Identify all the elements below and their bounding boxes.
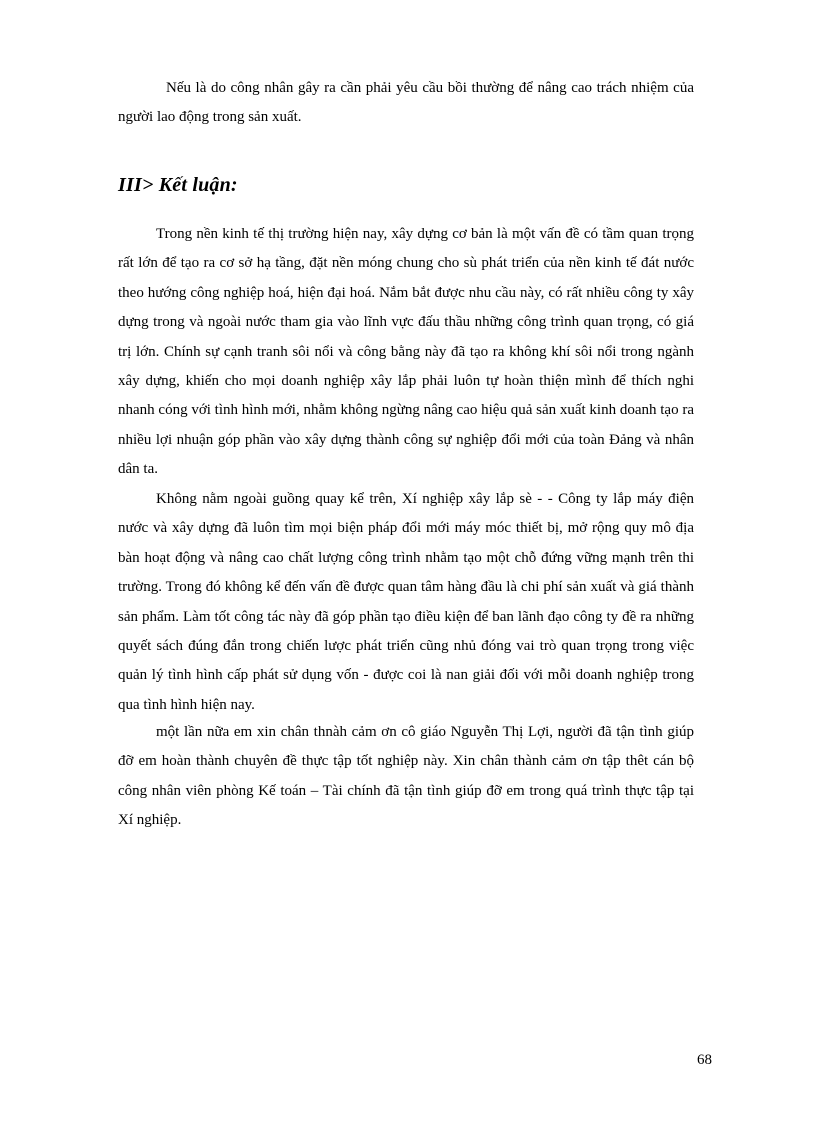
intro-paragraph: Nếu là do công nhân gây ra cần phải yêu cầu bồi thường để nâng cao trách nhiệm của người lao động trong sản xuất. — [118, 80, 694, 126]
conclusion-paragraph-2: Không nằm ngoài guồng quay kể trên, Xí nghiệp xây lắp sè - - Công ty lắp máy điện nước và xây dựng đã luôn tìm mọi biện pháp đổi mới máy móc thiết bị, mở rộng quy mô địa bàn hoạt động và nâng cao chất lượng công trình nhằm tạo một chỗ đứng vững mạnh trên thi trường. Trong đó không kể đến vấn đề được quan tâm hàng đầu là chi phí sản xuất và giá thành sản phẩm. Làm tốt công tác này đã góp phần tạo điều kiện để ban lãnh đạo công ty đề ra những quyết sách đúng đắn trong chiến lược phát triển cũng nhủ đóng vai trò quan trọng trong việc quản lý tình hình cấp phát sử dụng vốn - được coi là nan giải đối với mỗi doanh nghiệp trong qua tình hình hiện nay. — [118, 491, 694, 713]
section-heading: III> Kết luận: — [118, 174, 238, 196]
page-number: 68 — [697, 1052, 712, 1068]
conclusion-paragraph-1: Trong nền kinh tế thị trường hiện nay, xây dựng cơ bản là một vấn đề có tầm quan trọng rất lớn để tạo ra cơ sở hạ tầng, đặt nền móng chung cho sù phát triển của nền kinh tế đát nước theo hướng công nghiệp hoá, hiện đại hoá. Nắm bắt được nhu cầu này, có rất nhiều công ty xây dựng trong và ngoài nước tham gia vào lĩnh vực đấu thầu những công trình quan trọng, có giá trị lớn. Chính sự cạnh tranh sôi nổi và công bằng này đã tạo ra không khí sôi nổi trong ngành xây dựng, khiến cho mọi doanh nghiệp xây lắp phải luôn tự hoàn thiện mình để thích nghi nhanh cóng với tình hình mới, nhằm không ngừng nâng cao hiệu quả sản xuất kinh doanh tạo ra nhiều lợi nhuận góp phần vào xây dựng thành công sự nghiệp đổi mới của toàn Đảng và nhân dân ta. — [118, 226, 694, 478]
conclusion-paragraph-3: một lần nữa em xin chân thnàh cảm ơn cô giáo Nguyễn Thị Lợi, người đã tận tình giúp đỡ em hoàn thành chuyên đề thực tập tốt nghiệp này. Xin chân thành cảm ơn tập thêt cán bộ công nhân viên phòng Kế toán – Tài chính đã tận tình giúp đỡ em trong quá trình thực tập tại Xí nghiệp. — [118, 724, 694, 829]
